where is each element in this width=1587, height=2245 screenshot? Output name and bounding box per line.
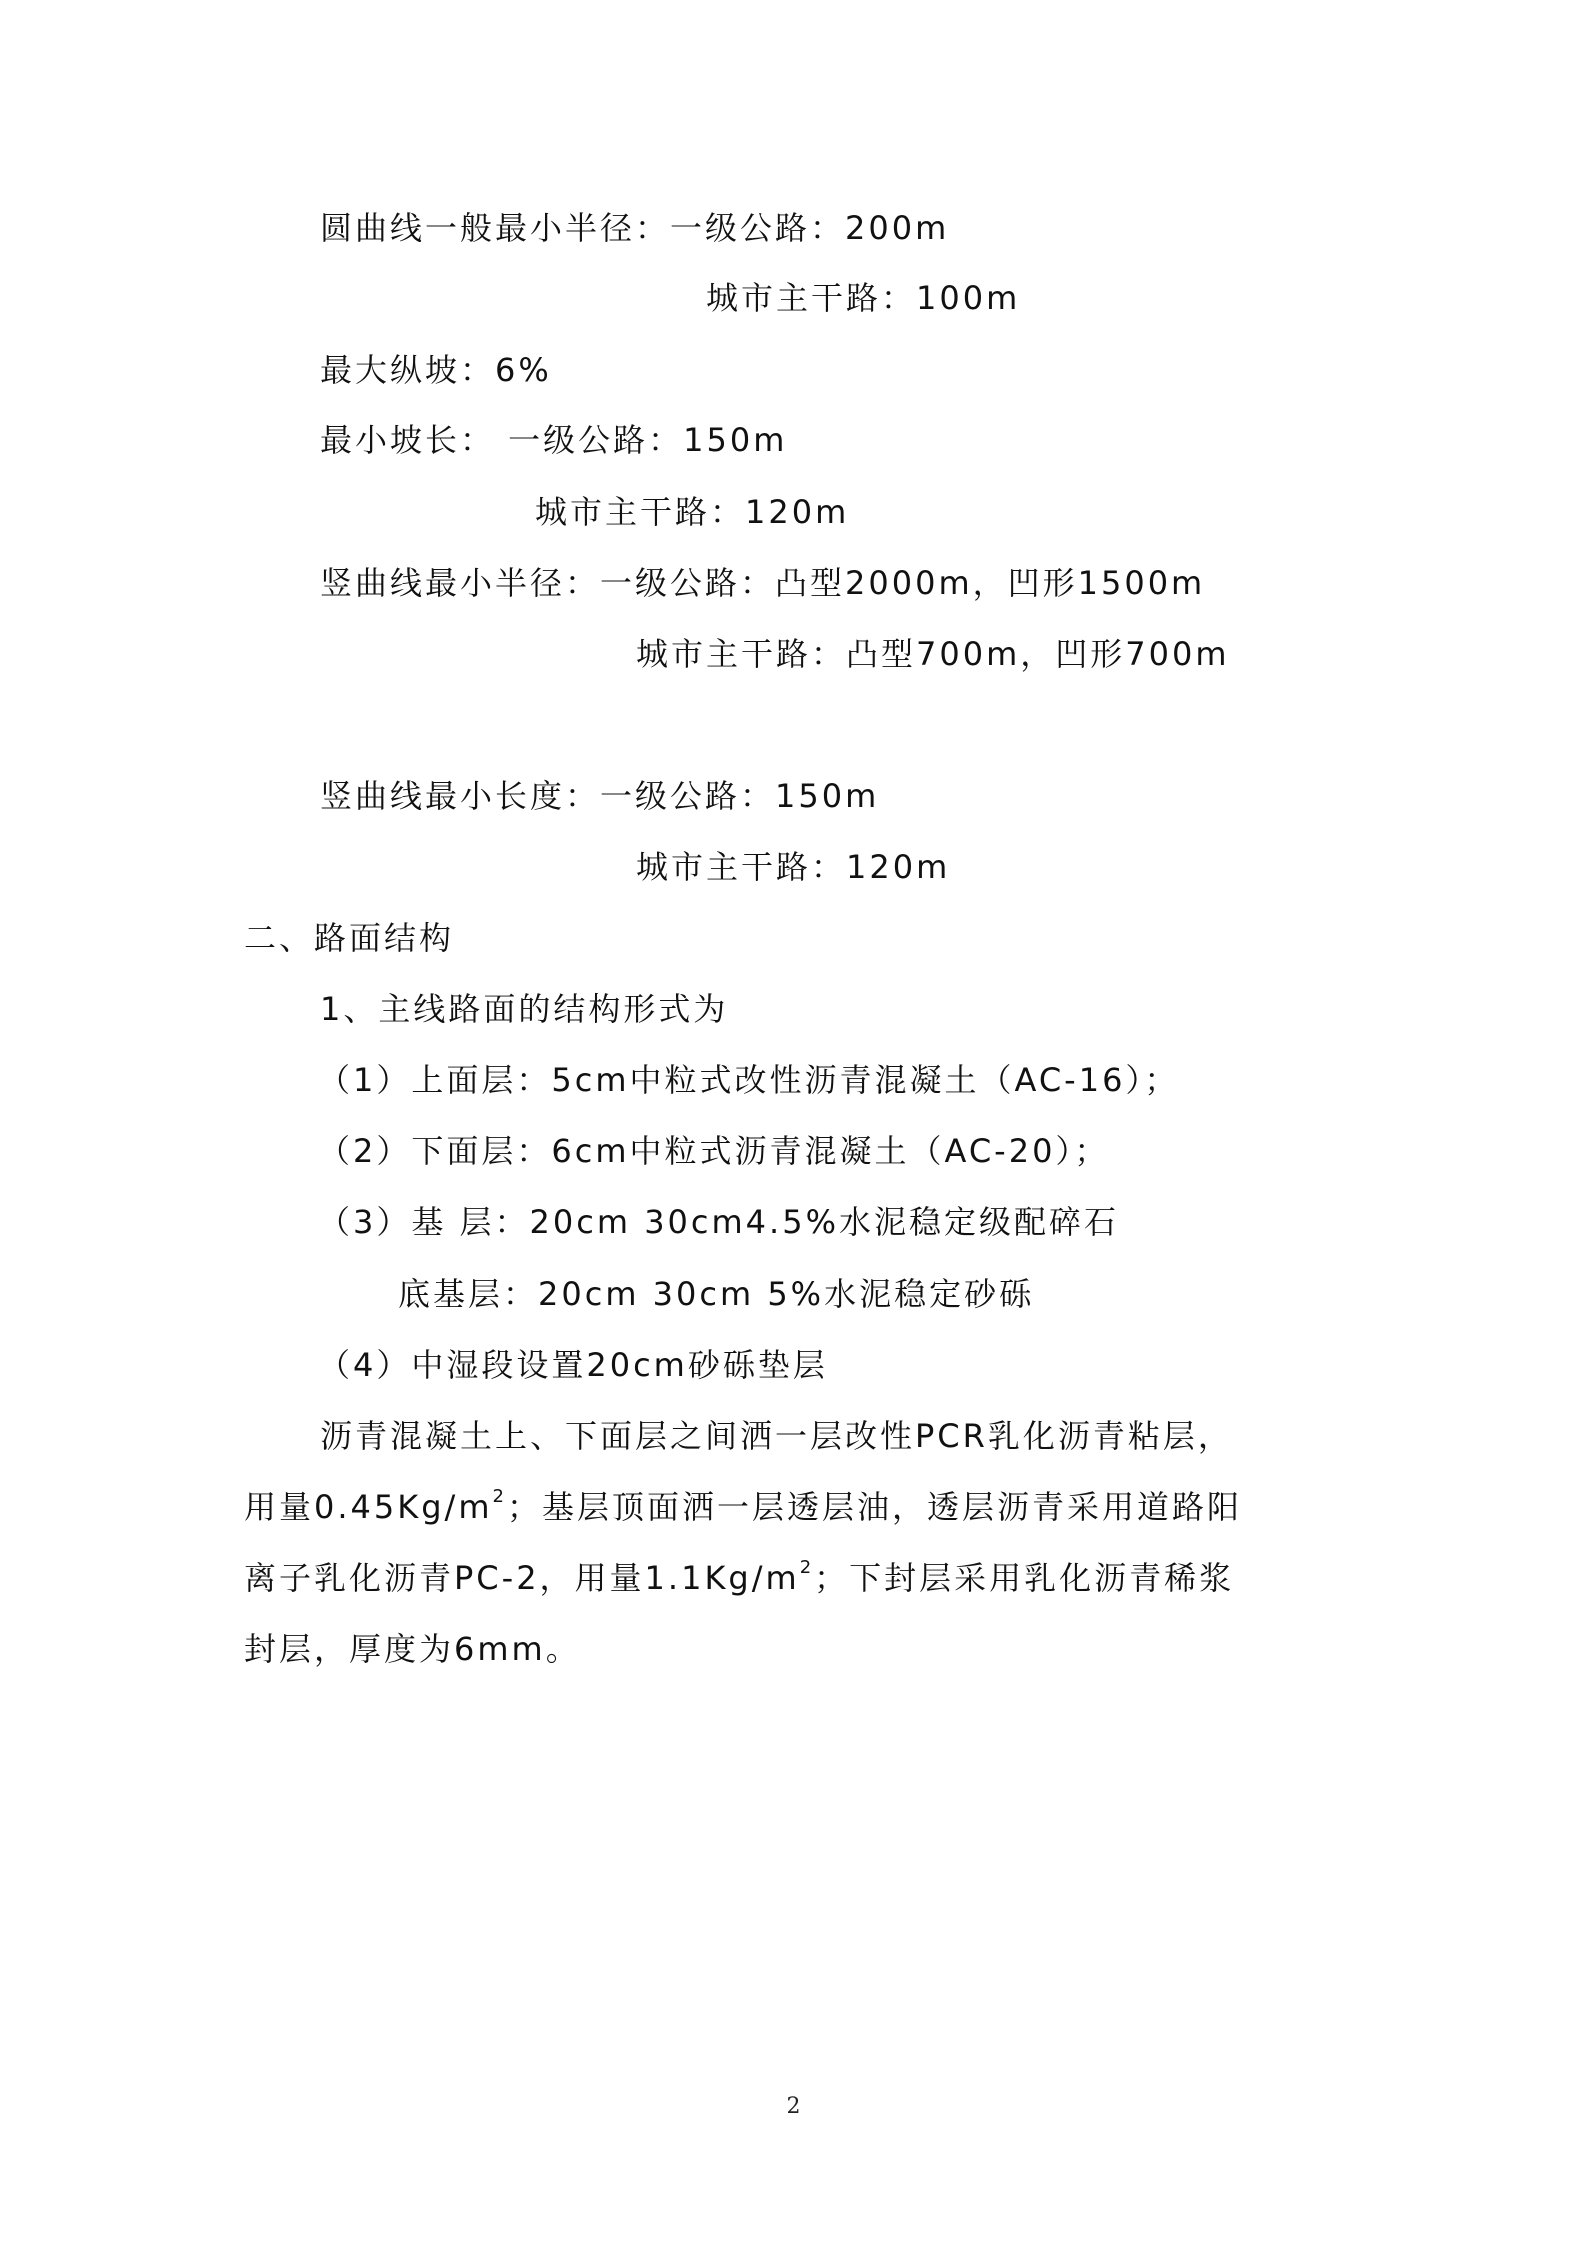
vertical-curve-length-line: 竖曲线最小长度：一级公路：150m [320,777,880,815]
curve-radius-city-line: 城市主干路：100m [706,279,1021,317]
section-heading: 二、路面结构 [244,919,455,957]
page-number: 2 [786,2094,801,2119]
vertical-curve-length-city-line: 城市主干路：120m [636,848,951,886]
paragraph-line-2 [244,1487,1242,1527]
superscript-2: 2 [799,1557,815,1579]
paragraph-line-3 [244,1558,1234,1598]
vertical-curve-radius-line: 竖曲线最小半径：一级公路：凸型2000m，凹形1500m [320,564,1206,602]
paragraph-line-3-b: ；下封层采用乳化沥青稀浆 [814,1559,1235,1597]
layer-subbase-line: 底基层：20cm 30cm 5%水泥稳定砂砾 [398,1275,1035,1313]
paragraph-line-2-b: ；基层顶面洒一层透层油，透层沥青采用道路阳 [506,1488,1242,1526]
min-slope-length-city-line: 城市主干路：120m [535,493,850,531]
layer-lower-line: （2）下面层：6cm中粒式沥青混凝土（AC-20）； [318,1132,1110,1170]
vertical-curve-radius-city-line: 城市主干路：凸型700m，凹形700m [636,635,1230,673]
subsection-heading: 1、主线路面的结构形式为 [320,990,729,1028]
layer-upper-line: （1）上面层：5cm中粒式改性沥青混凝土（AC-16）； [318,1061,1180,1099]
layer-base-line: （3）基 层：20cm 30cm4.5%水泥稳定级配碎石 [318,1203,1119,1241]
paragraph-line-2-a: 用量0.45Kg/m [244,1488,493,1526]
layer-cushion-line: （4）中湿段设置20cm砂砾垫层 [318,1346,828,1384]
curve-radius-line: 圆曲线一般最小半径：一级公路：200m [320,209,950,247]
paragraph-line-1: 沥青混凝土上、下面层之间洒一层改性PCR乳化沥青粘层， [320,1417,1233,1455]
paragraph-line-4: 封层，厚度为6mm。 [244,1630,581,1668]
superscript-2: 2 [492,1486,507,1508]
max-grade-line: 最大纵坡：6% [320,351,552,389]
min-slope-length-line: 最小坡长： 一级公路：150m [320,421,788,459]
paragraph-line-3-a: 离子乳化沥青PC-2，用量1.1Kg/m [244,1559,800,1597]
